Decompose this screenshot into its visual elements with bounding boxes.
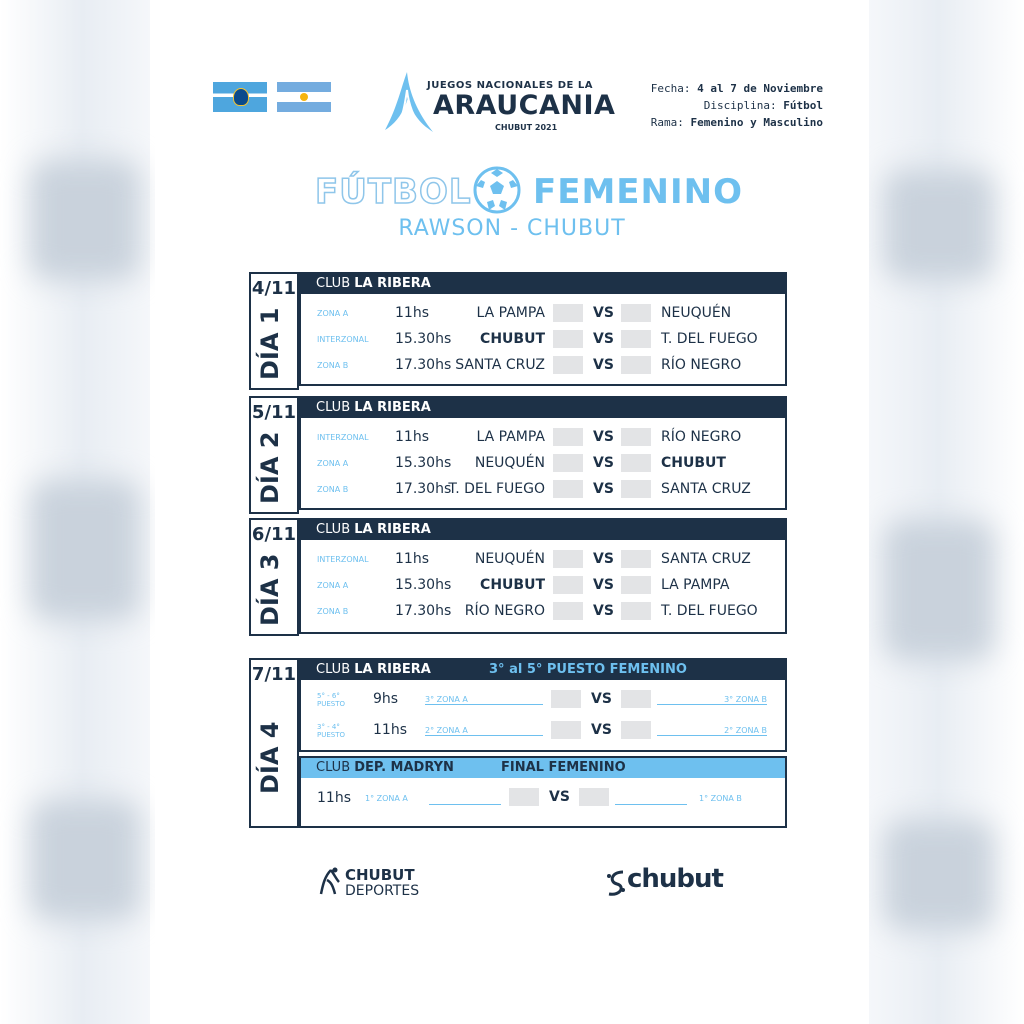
vs-label: VS [593, 331, 614, 347]
day-1-panel [299, 272, 787, 386]
score-box-home [553, 550, 583, 568]
match-zone: ZONA A [317, 459, 349, 468]
disciplina-label: Disciplina: [703, 99, 777, 112]
runner-icon [317, 866, 343, 898]
team-slot-away: 3° ZONA B [657, 695, 767, 705]
team-home: SANTA CRUZ [455, 357, 545, 373]
event-info [651, 80, 823, 131]
match-time: 11hs [395, 551, 429, 567]
vs-label: VS [591, 691, 612, 707]
match-time: 17.30hs [395, 603, 452, 619]
title-femenino: FEMENINO [533, 172, 743, 212]
match-zone: ZONA A [317, 581, 349, 590]
club-header [301, 274, 785, 294]
score-box-away [621, 330, 651, 348]
team-line-away [615, 804, 687, 805]
score-box-away [621, 454, 651, 472]
sponsor2-text: chubut [627, 864, 723, 894]
club-name: LA RIBERA [354, 522, 431, 537]
fecha-value: 4 al 7 de Noviembre [697, 82, 823, 95]
team-home: CHUBUT [480, 577, 545, 593]
rama-label: Rama: [650, 116, 684, 129]
day-label: DÍA 4 [256, 721, 284, 795]
araucania-logo [377, 68, 616, 138]
score-box-away [621, 356, 651, 374]
team-away: SANTA CRUZ [661, 551, 751, 567]
rama-value: Femenino y Masculino [690, 116, 823, 129]
day-3-box [249, 518, 299, 636]
match-zone: INTERZONAL [317, 433, 369, 442]
match-time: 11hs [395, 429, 429, 445]
team-home: NEUQUÉN [474, 551, 545, 567]
match-time: 11hs [317, 790, 351, 806]
match-zone: 5° - 6° PUESTO [317, 692, 345, 708]
team-home: RÍO NEGRO [464, 603, 545, 619]
placement-row [301, 684, 785, 715]
team-away: SANTA CRUZ [661, 481, 751, 497]
team-slot-home: 2° ZONA A [425, 726, 543, 736]
sponsor1-line1: CHUBUT [345, 866, 415, 884]
logo-sub-text: CHUBUT 2021 [495, 123, 558, 132]
score-box-away [621, 690, 651, 708]
vs-label: VS [591, 722, 612, 738]
club-prefix: CLUB [316, 276, 351, 291]
day-label: DÍA 1 [256, 307, 284, 381]
score-box-home [553, 454, 583, 472]
disciplina-value: Fútbol [783, 99, 823, 112]
team-home: CHUBUT [480, 331, 545, 347]
day-4-final-panel [299, 756, 787, 828]
schedule-poster [155, 20, 869, 1004]
vs-label: VS [593, 551, 614, 567]
team-home: NEUQUÉN [474, 455, 545, 471]
vs-label: VS [593, 481, 614, 497]
score-box-away [621, 304, 651, 322]
day-date: 7/11 [251, 664, 297, 685]
match-zone: INTERZONAL [317, 555, 369, 564]
score-box-away [621, 428, 651, 446]
score-box-away [579, 788, 609, 806]
club-name: LA RIBERA [354, 276, 431, 291]
fecha-label: Fecha: [650, 82, 691, 95]
club-name: LA RIBERA [354, 400, 431, 415]
score-box-home [553, 304, 583, 322]
match-time: 17.30hs [395, 357, 452, 373]
score-box-away [621, 480, 651, 498]
match-row [301, 546, 785, 572]
match-time: 15.30hs [395, 455, 452, 471]
score-box-home [553, 576, 583, 594]
club-name: DEP. MADRYN [354, 760, 454, 775]
match-row [301, 352, 785, 378]
vs-label: VS [593, 357, 614, 373]
soccer-ball-icon [473, 166, 521, 214]
day-1-box [249, 272, 299, 390]
team-away: T. DEL FUEGO [661, 603, 758, 619]
title-futbol: FÚTBOL [315, 172, 472, 212]
final-row [301, 778, 785, 818]
club-prefix: CLUB [316, 522, 351, 537]
club-header [301, 660, 785, 680]
score-box-home [551, 721, 581, 739]
match-row [301, 598, 785, 624]
match-time: 9hs [373, 691, 399, 707]
day-2-panel [299, 396, 787, 510]
section-title: 3° al 5° PUESTO FEMENINO [489, 662, 687, 677]
match-zone: ZONA B [317, 361, 349, 370]
score-box-home [553, 428, 583, 446]
club-prefix: CLUB [316, 662, 351, 677]
placement-row [301, 715, 785, 746]
team-away: LA PAMPA [661, 577, 730, 593]
score-box-home [509, 788, 539, 806]
team-home: LA PAMPA [476, 305, 545, 321]
day-4-box [249, 658, 299, 828]
match-row [301, 450, 785, 476]
match-row [301, 300, 785, 326]
match-zone: ZONA B [317, 485, 349, 494]
club-header [301, 758, 785, 778]
vs-label: VS [593, 603, 614, 619]
day-4-placement-panel [299, 658, 787, 752]
araucania-mark-icon [377, 68, 437, 136]
match-row [301, 326, 785, 352]
day-label: DÍA 2 [256, 431, 284, 505]
team-home: T. DEL FUEGO [448, 481, 545, 497]
match-time: 17.30hs [395, 481, 452, 497]
title-city: RAWSON - CHUBUT [398, 216, 626, 241]
score-box-away [621, 576, 651, 594]
team-away: RÍO NEGRO [661, 357, 742, 373]
background-blur-left [0, 0, 150, 1024]
chubut-gobierno-logo [605, 862, 725, 902]
vs-label: VS [593, 429, 614, 445]
match-zone: 3° - 4° PUESTO [317, 723, 345, 739]
sponsor1-line2: DEPORTES [345, 883, 420, 899]
vs-label: VS [593, 455, 614, 471]
score-box-home [553, 356, 583, 374]
team-away: NEUQUÉN [661, 305, 732, 321]
team-slot-home: 1° ZONA A [365, 794, 408, 803]
match-zone: ZONA B [317, 607, 349, 616]
argentina-flag-icon [277, 82, 331, 112]
chubut-deportes-logo [317, 862, 427, 902]
day-date: 5/11 [251, 402, 297, 423]
match-zone: INTERZONAL [317, 335, 369, 344]
team-away: RÍO NEGRO [661, 429, 742, 445]
score-box-home [553, 602, 583, 620]
match-row [301, 572, 785, 598]
club-name: LA RIBERA [354, 662, 431, 677]
section-title: FINAL FEMENINO [501, 760, 626, 775]
score-box-away [621, 550, 651, 568]
day-3-panel [299, 518, 787, 634]
club-header [301, 398, 785, 418]
vs-label: VS [549, 789, 570, 805]
match-time: 15.30hs [395, 331, 452, 347]
team-line-home [429, 804, 501, 805]
team-slot-away: 1° ZONA B [699, 794, 742, 803]
team-slot-away: 2° ZONA B [657, 726, 767, 736]
vs-label: VS [593, 305, 614, 321]
logo-main-text: ARAUCANIA [433, 90, 616, 121]
chubut-flag-icon [213, 82, 267, 112]
team-home: LA PAMPA [476, 429, 545, 445]
match-time: 11hs [395, 305, 429, 321]
match-zone: ZONA A [317, 309, 349, 318]
day-2-box [249, 396, 299, 514]
match-time: 15.30hs [395, 577, 452, 593]
team-slot-home: 3° ZONA A [425, 695, 543, 705]
score-box-home [551, 690, 581, 708]
score-box-home [553, 330, 583, 348]
chubut-swirl-icon [605, 868, 627, 898]
score-box-away [621, 721, 651, 739]
score-box-home [553, 480, 583, 498]
score-box-away [621, 602, 651, 620]
club-prefix: CLUB [316, 400, 351, 415]
vs-label: VS [593, 577, 614, 593]
match-row [301, 476, 785, 502]
team-away: CHUBUT [661, 455, 726, 471]
logo-top-text: JUEGOS NACIONALES DE LA [427, 80, 593, 91]
club-prefix: CLUB [316, 760, 351, 775]
day-label: DÍA 3 [256, 553, 284, 627]
match-time: 11hs [373, 722, 407, 738]
background-blur-right [869, 0, 1024, 1024]
day-date: 6/11 [251, 524, 297, 545]
day-date: 4/11 [251, 278, 297, 299]
match-row [301, 424, 785, 450]
club-header [301, 520, 785, 540]
team-away: T. DEL FUEGO [661, 331, 758, 347]
